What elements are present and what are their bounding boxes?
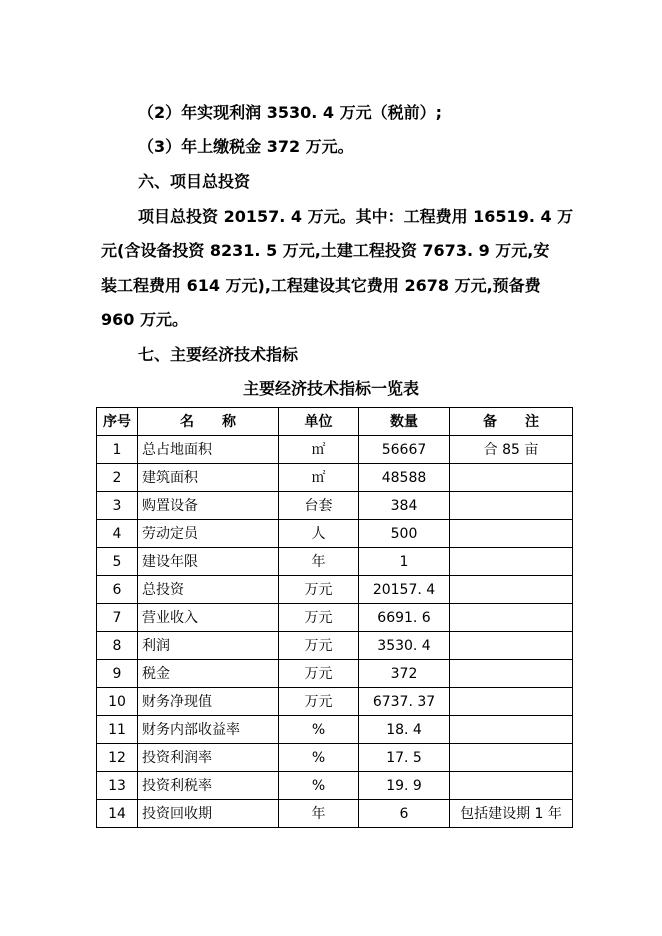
row-unit: 万元 <box>279 660 359 688</box>
row-note <box>450 660 573 688</box>
row-no: 8 <box>97 632 138 660</box>
row-note <box>450 716 573 744</box>
row-unit: 年 <box>279 800 359 828</box>
row-qty: 6691. 6 <box>359 604 450 632</box>
row-qty: 3530. 4 <box>359 632 450 660</box>
row-no: 12 <box>97 744 138 772</box>
indicators-table <box>96 407 573 828</box>
row-no: 7 <box>97 604 138 632</box>
row-note <box>450 576 573 604</box>
row-note <box>450 744 573 772</box>
row-note <box>450 492 573 520</box>
table-row <box>97 632 573 660</box>
row-unit: ㎡ <box>279 464 359 492</box>
row-unit: 台套 <box>279 492 359 520</box>
row-note <box>450 548 573 576</box>
row-name: 投资回收期 <box>138 800 279 828</box>
row-qty: 384 <box>359 492 450 520</box>
table-row <box>97 576 573 604</box>
row-qty: 372 <box>359 660 450 688</box>
header-unit: 单位 <box>279 408 359 436</box>
row-note: 合 85 亩 <box>450 436 573 464</box>
row-name: 购置设备 <box>138 492 279 520</box>
row-no: 9 <box>97 660 138 688</box>
row-name: 税金 <box>138 660 279 688</box>
row-unit: 万元 <box>279 604 359 632</box>
row-name: 财务净现值 <box>138 688 279 716</box>
row-qty: 19. 9 <box>359 772 450 800</box>
row-qty: 18. 4 <box>359 716 450 744</box>
row-name: 建设年限 <box>138 548 279 576</box>
investment-line-2: 元(含设备投资 8231. 5 万元,土建工程投资 7673. 9 万元,安 <box>101 241 550 260</box>
row-unit: ㎡ <box>279 436 359 464</box>
header-note: 备 注 <box>450 408 573 436</box>
table-row <box>97 772 573 800</box>
row-qty: 20157. 4 <box>359 576 450 604</box>
table-caption: 主要经济技术指标一览表 <box>242 379 419 398</box>
row-name: 建筑面积 <box>138 464 279 492</box>
table-row <box>97 800 573 828</box>
row-unit: % <box>279 744 359 772</box>
row-unit: 万元 <box>279 688 359 716</box>
table-row <box>97 520 573 548</box>
row-note <box>450 772 573 800</box>
investment-line-4: 960 万元。 <box>101 310 188 329</box>
row-qty: 48588 <box>359 464 450 492</box>
row-no: 5 <box>97 548 138 576</box>
row-unit: 万元 <box>279 576 359 604</box>
row-name: 投资利润率 <box>138 744 279 772</box>
table-row <box>97 660 573 688</box>
investment-line-3: 装工程费用 614 万元),工程建设其它费用 2678 万元,预备费 <box>101 276 541 295</box>
row-note: 包括建设期 1 年 <box>450 800 573 828</box>
row-qty: 17. 5 <box>359 744 450 772</box>
row-qty: 500 <box>359 520 450 548</box>
table-row <box>97 604 573 632</box>
row-no: 1 <box>97 436 138 464</box>
row-name: 利润 <box>138 632 279 660</box>
section-6-heading: 六、项目总投资 <box>138 172 251 191</box>
row-qty: 1 <box>359 548 450 576</box>
row-no: 4 <box>97 520 138 548</box>
table-body <box>97 436 573 828</box>
row-no: 3 <box>97 492 138 520</box>
row-note <box>450 632 573 660</box>
row-note <box>450 688 573 716</box>
row-unit: % <box>279 716 359 744</box>
table-row <box>97 436 573 464</box>
section-7-heading: 七、主要经济技术指标 <box>138 345 299 364</box>
table-row <box>97 688 573 716</box>
row-unit: 万元 <box>279 632 359 660</box>
row-unit: % <box>279 772 359 800</box>
tax-line: （3）年上缴税金 372 万元。 <box>138 137 354 156</box>
row-name: 营业收入 <box>138 604 279 632</box>
row-note <box>450 604 573 632</box>
row-name: 总占地面积 <box>138 436 279 464</box>
header-name: 名 称 <box>138 408 279 436</box>
table-row <box>97 464 573 492</box>
row-qty: 56667 <box>359 436 450 464</box>
row-unit: 人 <box>279 520 359 548</box>
row-name: 投资利税率 <box>138 772 279 800</box>
table-row <box>97 548 573 576</box>
table-row <box>97 744 573 772</box>
profit-line: （2）年实现利润 3530. 4 万元（税前）; <box>138 103 442 122</box>
row-no: 14 <box>97 800 138 828</box>
row-note <box>450 464 573 492</box>
row-note <box>450 520 573 548</box>
row-name: 财务内部收益率 <box>138 716 279 744</box>
row-name: 劳动定员 <box>138 520 279 548</box>
row-qty: 6737. 37 <box>359 688 450 716</box>
row-qty: 6 <box>359 800 450 828</box>
row-unit: 年 <box>279 548 359 576</box>
table-header-row <box>97 408 573 436</box>
table-row <box>97 716 573 744</box>
investment-line-1: 项目总投资 20157. 4 万元。其中：工程费用 16519. 4 万 <box>138 207 574 226</box>
row-no: 13 <box>97 772 138 800</box>
header-no: 序号 <box>97 408 138 436</box>
row-name: 总投资 <box>138 576 279 604</box>
row-no: 2 <box>97 464 138 492</box>
header-qty: 数量 <box>359 408 450 436</box>
row-no: 6 <box>97 576 138 604</box>
table-row <box>97 492 573 520</box>
row-no: 10 <box>97 688 138 716</box>
row-no: 11 <box>97 716 138 744</box>
